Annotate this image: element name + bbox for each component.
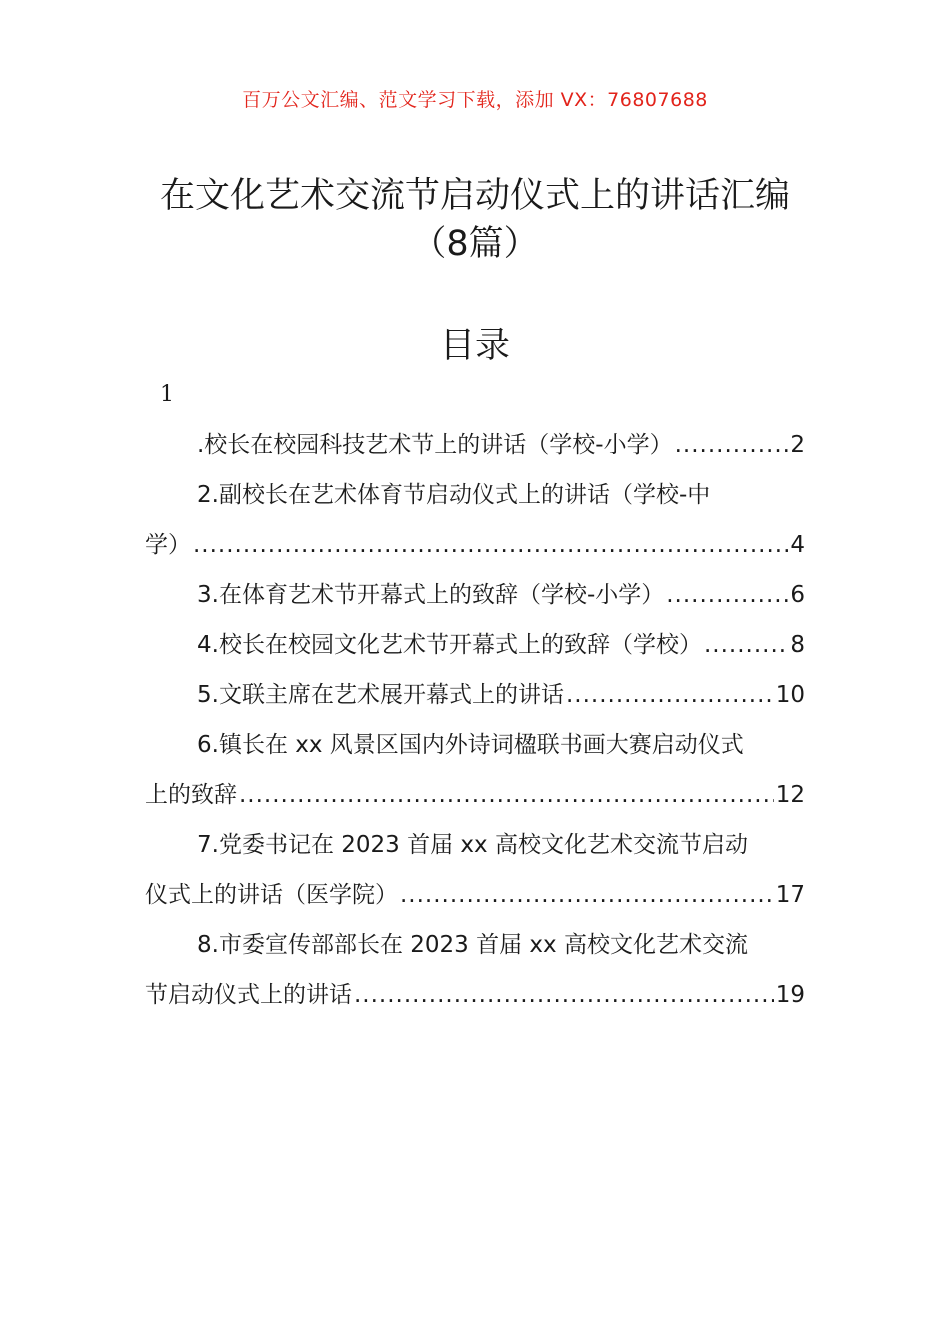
toc-entry-title-continued: 节启动仪式上的讲话 bbox=[145, 982, 352, 1008]
dot-leader bbox=[400, 870, 774, 920]
toc-entry-page: 2 bbox=[790, 432, 805, 458]
toc-entry-title: 3.在体育艺术节开幕式上的致辞（学校-小学） bbox=[197, 582, 665, 608]
toc-entry-title-continued: 仪式上的讲话（医学院） bbox=[145, 882, 398, 908]
toc-entry[interactable] bbox=[145, 420, 805, 470]
toc-entry[interactable] bbox=[145, 720, 805, 820]
toc-entry-page: 17 bbox=[775, 882, 805, 908]
toc-entry-title: 5.文联主席在艺术展开幕式上的讲话 bbox=[197, 682, 564, 708]
document-title-line1: 在文化艺术交流节启动仪式上的讲话汇编 bbox=[159, 176, 790, 216]
toc-entry[interactable] bbox=[145, 470, 805, 570]
toc-entry-title: 4.校长在校园文化艺术节开幕式上的致辞（学校） bbox=[197, 632, 702, 658]
toc-entry-page: 4 bbox=[790, 532, 805, 558]
toc-entry-title: 7.党委书记在 2023 首届 xx 高校文化艺术交流节启动 bbox=[197, 832, 748, 858]
toc-entry[interactable] bbox=[145, 620, 805, 670]
watermark-banner: 百万公文汇编、范文学习下载，添加 VX：76807688 bbox=[242, 89, 708, 111]
toc-entry[interactable] bbox=[145, 820, 805, 920]
dot-leader bbox=[354, 970, 774, 1020]
toc-entry[interactable] bbox=[145, 670, 805, 720]
toc-entry-title: 2.副校长在艺术体育节启动仪式上的讲话（学校-中 bbox=[197, 482, 711, 508]
toc-entry-title-continued: 学） bbox=[145, 532, 191, 558]
toc-entry-title: 8.市委宣传部部长在 2023 首届 xx 高校文化艺术交流 bbox=[197, 932, 748, 958]
toc-entry-page: 8 bbox=[790, 632, 805, 658]
dot-leader bbox=[193, 520, 788, 570]
toc-entry-page: 12 bbox=[775, 782, 805, 808]
toc-entry-title: 6.镇长在 xx 风景区国内外诗词楹联书画大赛启动仪式 bbox=[197, 732, 744, 758]
dot-leader bbox=[704, 620, 788, 670]
toc-heading: 目录 bbox=[439, 326, 510, 366]
toc-entry-title-continued: 上的致辞 bbox=[145, 782, 237, 808]
dot-leader bbox=[666, 570, 788, 620]
toc-entry-page: 19 bbox=[775, 982, 805, 1008]
dot-leader bbox=[675, 420, 789, 470]
toc-entry-title: .校长在校园科技艺术节上的讲话（学校-小学） bbox=[197, 432, 673, 458]
toc-entry[interactable] bbox=[145, 920, 805, 1020]
toc-number-marker: 1 bbox=[160, 382, 174, 407]
document-title-line2: （8篇） bbox=[411, 224, 539, 264]
toc-entry[interactable] bbox=[145, 570, 805, 620]
dot-leader bbox=[566, 670, 774, 720]
table-of-contents bbox=[145, 420, 805, 1020]
dot-leader bbox=[239, 770, 774, 820]
toc-entry-page: 6 bbox=[790, 582, 805, 608]
document-title bbox=[100, 172, 850, 268]
toc-entry-page: 10 bbox=[775, 682, 805, 708]
